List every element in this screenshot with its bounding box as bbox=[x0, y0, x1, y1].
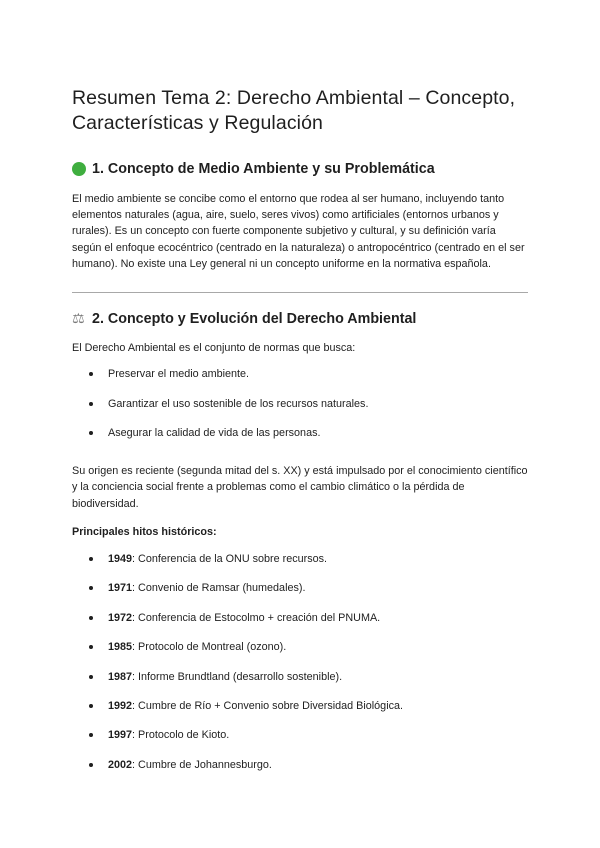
list-item: Asegurar la calidad de vida de las personas. bbox=[72, 425, 528, 441]
milestone-year: 1972 bbox=[108, 611, 133, 624]
document-title: Resumen Tema 2: Derecho Ambiental – Concepto, Características y Regulación bbox=[72, 87, 516, 134]
section-2-intro: El Derecho Ambiental es el conjunto de normas que busca: bbox=[72, 342, 356, 355]
list-item bbox=[72, 610, 528, 626]
section-divider bbox=[72, 292, 528, 293]
document-page bbox=[72, 86, 528, 773]
section-2-heading-text: 2. Concepto y Evolución del Derecho Ambiental bbox=[92, 311, 417, 328]
goals-list bbox=[72, 366, 528, 441]
milestone-year: 1992 bbox=[108, 699, 133, 712]
milestone-year: 1997 bbox=[108, 729, 133, 742]
green-circle-icon bbox=[72, 162, 86, 176]
milestone-year: 1971 bbox=[108, 582, 133, 595]
list-item: Preservar el medio ambiente. bbox=[72, 366, 528, 382]
list-item bbox=[72, 551, 528, 567]
milestone-text: : Convenio de Ramsar (humedales). bbox=[132, 582, 306, 595]
milestone-text: : Informe Brundtland (desarrollo sostenible). bbox=[132, 670, 343, 683]
list-item bbox=[72, 727, 528, 743]
list-item bbox=[72, 669, 528, 685]
milestone-text: : Cumbre de Río + Convenio sobre Diversidad Biológica. bbox=[132, 699, 403, 712]
list-item bbox=[72, 698, 528, 714]
list-item bbox=[72, 639, 528, 655]
milestone-year: 1987 bbox=[108, 670, 133, 683]
list-item: Garantizar el uso sostenible de los recursos naturales. bbox=[72, 396, 528, 412]
section-2-origin: Su origen es reciente (segunda mitad del s. XX) y está impulsado por el conocimiento científico y la conciencia social frente a problemas como el cambio climático o la pérdida de biodiversidad. bbox=[72, 465, 528, 510]
list-item bbox=[72, 757, 528, 773]
milestone-text: : Protocolo de Kioto. bbox=[132, 729, 230, 742]
milestone-text: : Conferencia de Estocolmo + creación del PNUMA. bbox=[132, 611, 381, 624]
section-1-heading-text: 1. Concepto de Medio Ambiente y su Problemática bbox=[92, 161, 435, 177]
scales-icon: ⚖ bbox=[72, 310, 85, 327]
milestone-text: : Protocolo de Montreal (ozono). bbox=[132, 641, 287, 654]
milestone-text: : Cumbre de Johannesburgo. bbox=[132, 758, 272, 771]
milestones-list bbox=[72, 551, 528, 773]
section-1-heading bbox=[72, 159, 528, 179]
milestones-heading: Principales hitos históricos: bbox=[72, 525, 217, 538]
milestone-text: : Conferencia de la ONU sobre recursos. bbox=[132, 553, 328, 566]
milestone-year: 2002 bbox=[108, 758, 133, 771]
section-2-heading bbox=[72, 309, 528, 329]
milestone-year: 1985 bbox=[108, 641, 133, 654]
section-1-paragraph: El medio ambiente se concibe como el entorno que rodea al ser humano, incluyendo tanto elementos naturales (agua, aire, suelo, seres vivos) como artificiales (entornos urbanos y rurales). Es un concepto con fuerte componente subjetivo y cultural, y su definición varía según el enfoque ecocéntrico (centrado en la naturaleza) o antropocéntrico (centrado en el ser humano). No existe una Ley general ni un concepto uniforme en la normativa española. bbox=[72, 193, 525, 270]
list-item bbox=[72, 580, 528, 596]
milestone-year: 1949 bbox=[108, 553, 133, 566]
